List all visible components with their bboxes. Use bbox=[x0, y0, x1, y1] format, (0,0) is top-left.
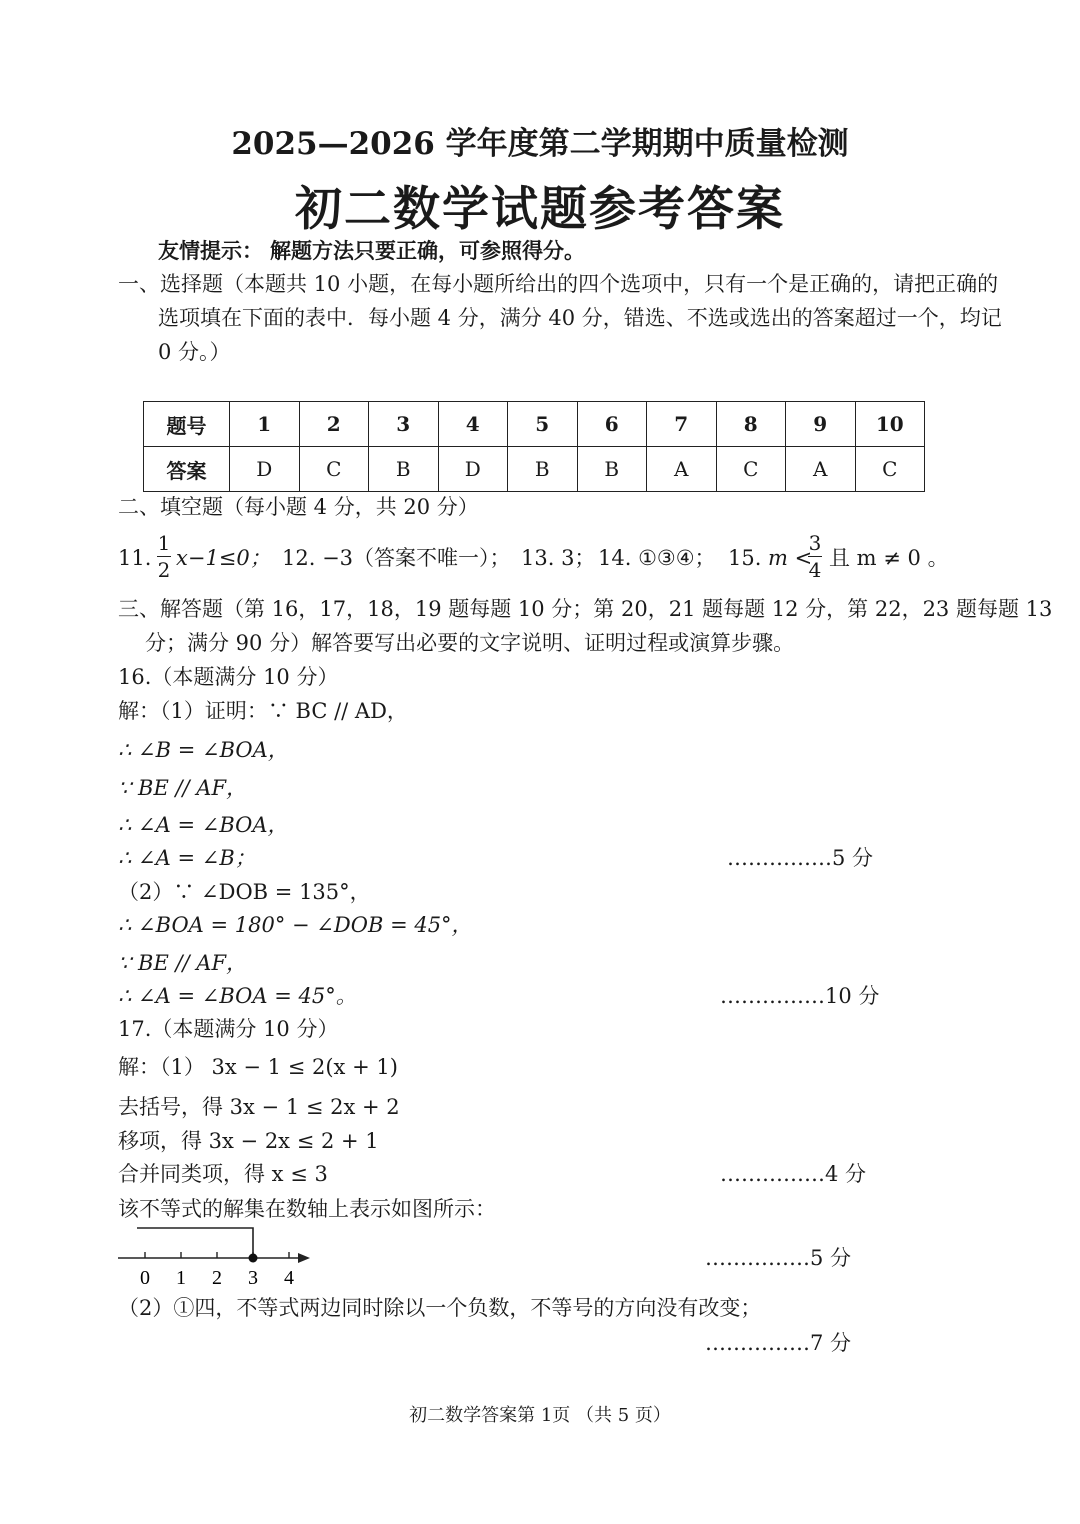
q11-fraction bbox=[157, 533, 171, 580]
q11-number: 11. bbox=[118, 546, 152, 570]
q17-heading: 17.（本题满分 10 分） bbox=[118, 1017, 339, 1041]
q11-fraction-denominator: 2 bbox=[157, 558, 171, 582]
q15-m: m < bbox=[768, 546, 813, 570]
table-cell: B bbox=[369, 447, 439, 492]
table-cell: 6 bbox=[577, 402, 647, 447]
solution-set-bracket bbox=[137, 1228, 253, 1258]
table-cell: 9 bbox=[786, 402, 856, 447]
answer-table bbox=[143, 401, 925, 492]
section1-line1: 一、选择题（本题共 10 小题，在每小题所给出的四个选项中，只有一个是正确的，请把正确的 bbox=[118, 272, 999, 296]
table-cell: D bbox=[230, 447, 300, 492]
q11-answer: x−1≤0； bbox=[176, 546, 271, 570]
table-cell: 4 bbox=[438, 402, 508, 447]
number-line-diagram bbox=[110, 1222, 330, 1292]
score-marker: ……………5 分 bbox=[727, 846, 874, 870]
tick-label: 1 bbox=[176, 1267, 186, 1289]
tick-label: 2 bbox=[212, 1267, 222, 1289]
q17-line: 该不等式的解集在数轴上表示如图所示： bbox=[118, 1197, 496, 1221]
section3-line1: 三、解答题（第 16，17，18，19 题每题 10 分；第 20，21 题每题 12 分，第 22，23 题每题 13 bbox=[118, 597, 1053, 621]
table-cell: 5 bbox=[508, 402, 578, 447]
q17-line: 去括号，得 3x − 1 ≤ 2x + 2 bbox=[118, 1095, 400, 1119]
q16-heading: 16.（本题满分 10 分） bbox=[118, 665, 339, 689]
section3-line2: 分；满分 90 分）解答要写出必要的文字说明、证明过程或演算步骤。 bbox=[145, 631, 795, 655]
q16-line: ∴ ∠A = ∠B； bbox=[118, 846, 256, 870]
tick-label: 3 bbox=[248, 1267, 258, 1289]
axis-arrow bbox=[298, 1253, 310, 1263]
q13-answer: 13. 3； bbox=[521, 546, 596, 570]
q15-number: 15. bbox=[728, 546, 762, 570]
q16-line: ∴ ∠A = ∠BOA = 45°。 bbox=[118, 984, 357, 1008]
q16-line: ∵ BE // AF， bbox=[118, 776, 248, 800]
table-header-answer: 答案 bbox=[144, 447, 230, 492]
answer-key-title: 初二数学试题参考答案 bbox=[295, 182, 785, 237]
score-marker: ……………5 分 bbox=[705, 1246, 852, 1270]
score-marker: ……………7 分 bbox=[705, 1331, 852, 1355]
tip-text: 解题方法只要正确，可参照得分。 bbox=[270, 238, 585, 263]
tick-label: 0 bbox=[140, 1267, 150, 1289]
q15-fraction-denominator: 4 bbox=[808, 558, 822, 582]
section2-heading: 二、填空题（每小题 4 分，共 20 分） bbox=[118, 495, 479, 519]
q12-answer: 12. −3（答案不唯一）； bbox=[282, 546, 511, 570]
table-row bbox=[144, 447, 925, 492]
q15-fraction-numerator: 3 bbox=[808, 531, 822, 555]
q16-line: 解：（1）证明：∵ BC // AD， bbox=[118, 699, 408, 723]
exam-title: 2025—2026 学年度第二学期期中质量检测 bbox=[231, 126, 849, 162]
table-header-number: 题号 bbox=[144, 402, 230, 447]
tick-label: 4 bbox=[284, 1267, 294, 1289]
score-marker: ……………10 分 bbox=[720, 984, 880, 1008]
table-cell: C bbox=[299, 447, 369, 492]
q16-line: ∵ BE // AF， bbox=[118, 951, 248, 975]
q11-fraction-numerator: 1 bbox=[157, 531, 171, 555]
q17-line: （2）①四，不等式两边同时除以一个负数，不等号的方向没有改变； bbox=[118, 1296, 762, 1320]
table-cell: A bbox=[647, 447, 717, 492]
section1-line3: 0 分。） bbox=[158, 340, 231, 364]
table-cell: C bbox=[855, 447, 925, 492]
table-cell: 3 bbox=[369, 402, 439, 447]
table-row bbox=[144, 402, 925, 447]
q17-line: 移项，得 3x − 2x ≤ 2 + 1 bbox=[118, 1129, 379, 1153]
table-cell: 7 bbox=[647, 402, 717, 447]
q15-fraction bbox=[808, 533, 822, 580]
q16-line: ∴ ∠BOA = 180° − ∠DOB = 45°， bbox=[118, 913, 473, 937]
q16-line: ∴ ∠A = ∠BOA， bbox=[118, 813, 289, 837]
table-cell: A bbox=[786, 447, 856, 492]
table-cell: 1 bbox=[230, 402, 300, 447]
q17-line: 解：（1） 3x − 1 ≤ 2(x + 1) bbox=[118, 1055, 398, 1079]
solid-point-3 bbox=[249, 1254, 258, 1263]
q17-line: 合并同类项，得 x ≤ 3 bbox=[118, 1162, 328, 1186]
table-cell: 8 bbox=[716, 402, 786, 447]
table-cell: B bbox=[508, 447, 578, 492]
score-marker: ……………4 分 bbox=[720, 1162, 867, 1186]
tip-label: 友情提示： bbox=[158, 238, 263, 263]
q15-answer: 且 m ≠ 0 。 bbox=[829, 546, 949, 570]
table-cell: C bbox=[716, 447, 786, 492]
section1-line2: 选项填在下面的表中．每小题 4 分，满分 40 分，错选、不选或选出的答案超过一个，均记 bbox=[158, 306, 1002, 330]
table-cell: B bbox=[577, 447, 647, 492]
table-cell: D bbox=[438, 447, 508, 492]
table-cell: 2 bbox=[299, 402, 369, 447]
q16-line: （2）∵ ∠DOB = 135°， bbox=[118, 880, 371, 904]
q14-answer: 14. ①③④； bbox=[598, 546, 716, 570]
q16-line: ∴ ∠B = ∠BOA， bbox=[118, 738, 289, 762]
table-cell: 10 bbox=[855, 402, 925, 447]
page-footer: 初二数学答案第 1页 （共 5 页） bbox=[409, 1405, 671, 1426]
